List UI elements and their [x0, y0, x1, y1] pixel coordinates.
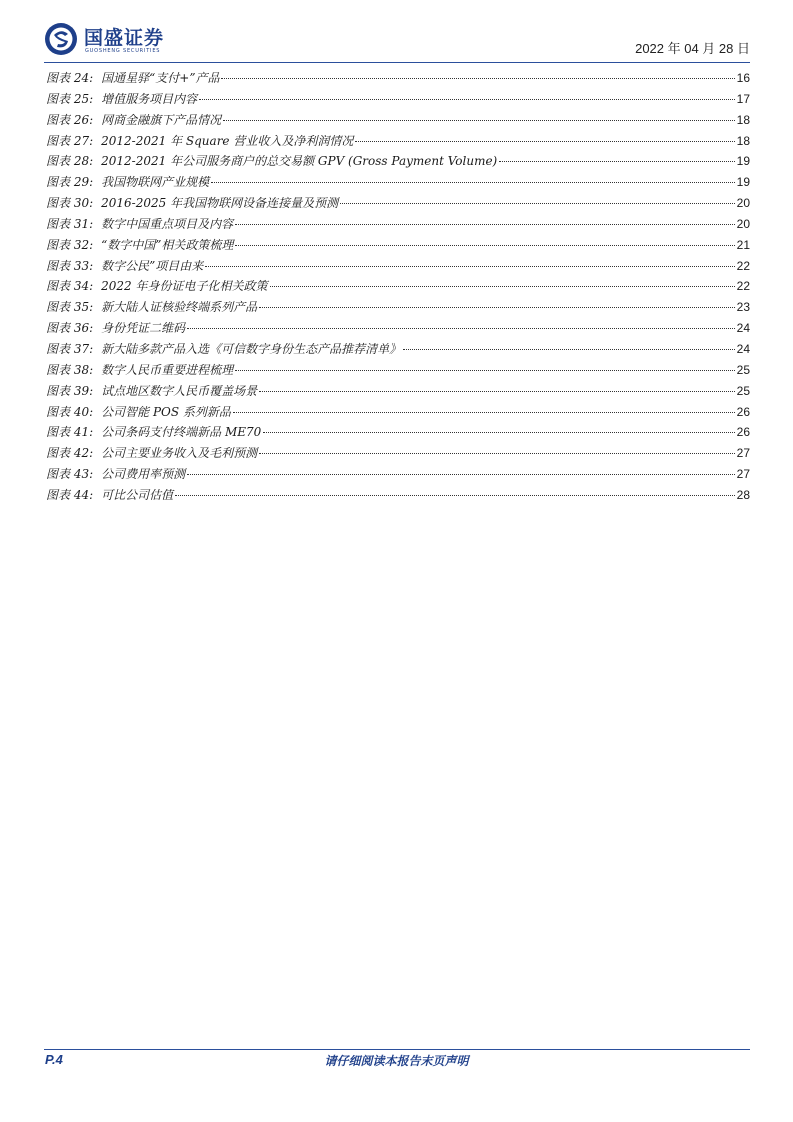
toc-entry-page: 25	[736, 383, 750, 398]
toc-entry-title: 2012-2021 年公司服务商户的总交易额 GPV (Gross Payment Volume)	[101, 154, 498, 169]
toc-entry[interactable]	[46, 257, 750, 278]
toc-entry-title: 国通星驿“支付+”产品	[101, 71, 220, 85]
toc-entry-label: 图表 30:	[46, 196, 94, 211]
dot-leader	[223, 120, 734, 121]
toc-entry[interactable]	[46, 277, 750, 298]
dot-leader	[199, 99, 734, 100]
toc-entry[interactable]	[46, 486, 750, 507]
page-number: P.4	[45, 1052, 63, 1067]
toc-entry-title: 公司费用率预测	[101, 467, 186, 482]
dot-leader	[235, 224, 734, 225]
toc-entry-title: 新大陆人证核验终端系列产品	[101, 300, 258, 315]
toc-entry-label: 图表 39:	[46, 383, 94, 398]
toc-entry-label: 图表 41:	[46, 425, 94, 440]
dot-leader	[263, 432, 734, 433]
dot-leader	[205, 266, 734, 267]
toc-entry[interactable]	[46, 361, 750, 382]
figure-index	[46, 69, 750, 507]
toc-entry-page: 26	[736, 425, 750, 440]
toc-entry[interactable]	[46, 173, 750, 194]
toc-entry[interactable]	[46, 319, 750, 340]
toc-entry[interactable]	[46, 382, 750, 403]
toc-entry-label: 图表 44:	[46, 487, 94, 502]
toc-entry-title: 我国物联网产业规模	[101, 175, 210, 190]
toc-entry-title: 增值服务项目内容	[101, 91, 198, 106]
toc-entry[interactable]	[46, 132, 750, 153]
toc-entry-title: 2012-2021 年 Square 营业收入及净利润情况	[101, 133, 354, 148]
toc-entry[interactable]	[46, 152, 750, 173]
dot-leader	[355, 141, 734, 142]
guosheng-logo-icon	[44, 22, 78, 56]
toc-entry-title: 试点地区数字人民币覆盖场景	[101, 383, 258, 398]
toc-entry-title: 新大陆多款产品入选《可信数字身份生态产品推荐清单》	[101, 341, 402, 356]
toc-entry-title: “数字中国”相关政策梳理	[101, 237, 234, 252]
toc-entry-page: 21	[736, 237, 750, 252]
toc-entry-label: 图表 26:	[46, 112, 94, 127]
toc-entry-page: 24	[736, 321, 750, 336]
toc-entry-page: 19	[736, 154, 750, 169]
toc-entry-label: 图表 35:	[46, 300, 94, 315]
toc-entry-label: 图表 34:	[46, 279, 94, 294]
toc-entry-label: 图表 33:	[46, 258, 94, 273]
toc-entry-page: 18	[736, 112, 750, 127]
toc-entry-page: 20	[736, 196, 750, 211]
toc-entry-page: 26	[736, 404, 750, 419]
dot-leader	[235, 370, 734, 371]
toc-entry[interactable]	[46, 465, 750, 486]
toc-entry-label: 图表 36:	[46, 321, 94, 336]
dot-leader	[235, 245, 734, 246]
toc-entry-title: 2022 年身份证电子化相关政策	[101, 279, 268, 294]
toc-entry[interactable]	[46, 236, 750, 257]
toc-entry-page: 27	[736, 467, 750, 482]
dot-leader	[259, 453, 734, 454]
toc-entry-label: 图表 42:	[46, 446, 94, 461]
dot-leader	[340, 203, 735, 204]
dot-leader	[175, 495, 734, 496]
toc-entry-title: 网商金融旗下产品情况	[101, 112, 222, 127]
toc-entry-page: 17	[736, 91, 750, 106]
toc-entry[interactable]	[46, 340, 750, 361]
toc-entry-label: 图表 28:	[46, 154, 94, 169]
page-header	[44, 22, 750, 62]
company-name: 国盛证券	[84, 27, 165, 49]
toc-entry-page: 18	[736, 133, 750, 148]
toc-entry-page: 27	[736, 446, 750, 461]
toc-entry-page: 20	[736, 216, 750, 231]
toc-entry-page: 28	[736, 487, 750, 502]
toc-entry-label: 图表 40:	[46, 404, 94, 419]
toc-entry-label: 图表 27:	[46, 133, 94, 148]
toc-entry-title: 公司主要业务收入及毛利预测	[101, 446, 258, 461]
toc-entry-label: 图表 43:	[46, 467, 94, 482]
toc-entry[interactable]	[46, 194, 750, 215]
toc-entry-title: 数字中国重点项目及内容	[101, 216, 234, 231]
dot-leader	[211, 182, 734, 183]
toc-entry-page: 25	[736, 362, 750, 377]
toc-entry-page: 24	[736, 341, 750, 356]
toc-entry[interactable]	[46, 69, 750, 90]
toc-entry[interactable]	[46, 444, 750, 465]
toc-entry[interactable]	[46, 111, 750, 132]
header-divider	[44, 62, 750, 63]
dot-leader	[187, 328, 734, 329]
toc-entry-title: 身份凭证二维码	[101, 321, 186, 336]
toc-entry[interactable]	[46, 423, 750, 444]
toc-entry-page: 16	[736, 71, 750, 85]
toc-entry-page: 23	[736, 300, 750, 315]
toc-entry-label: 图表 37:	[46, 341, 94, 356]
toc-entry-page: 22	[736, 258, 750, 273]
toc-entry-label: 图表 31:	[46, 216, 94, 231]
toc-entry-label: 图表 25:	[46, 91, 94, 106]
toc-entry-title: 可比公司估值	[101, 487, 174, 502]
toc-entry-title: 公司条码支付终端新品 ME70	[101, 425, 262, 440]
toc-entry-title: 公司智能 POS 系列新品	[101, 404, 231, 419]
dot-leader	[499, 161, 734, 162]
toc-entry[interactable]	[46, 215, 750, 236]
company-name-en: GUOSHENG SECURITIES	[85, 48, 161, 54]
toc-entry-title: 数字人民币重要进程梳理	[101, 362, 234, 377]
toc-entry[interactable]	[46, 90, 750, 111]
toc-entry-title: 数字公民”项目由来	[101, 258, 204, 273]
toc-entry-title: 2016-2025 年我国物联网设备连接量及预测	[101, 196, 339, 211]
dot-leader	[233, 412, 735, 413]
toc-entry[interactable]	[46, 298, 750, 319]
toc-entry-page: 22	[736, 279, 750, 294]
toc-entry-label: 图表 29:	[46, 175, 94, 190]
toc-entry-label: 图表 32:	[46, 237, 94, 252]
report-date: 2022 年 04 月 28 日	[635, 41, 750, 56]
dot-leader	[221, 78, 734, 79]
dot-leader	[403, 349, 734, 350]
dot-leader	[270, 286, 735, 287]
disclaimer-note: 请仔细阅读本报告末页声明	[324, 1054, 469, 1068]
toc-entry-page: 19	[736, 175, 750, 190]
dot-leader	[259, 307, 734, 308]
toc-entry[interactable]	[46, 403, 750, 424]
toc-entry-label: 图表 38:	[46, 362, 94, 377]
dot-leader	[259, 391, 734, 392]
toc-entry-label: 图表 24:	[46, 71, 94, 85]
dot-leader	[187, 474, 734, 475]
footer-divider	[44, 1049, 750, 1050]
